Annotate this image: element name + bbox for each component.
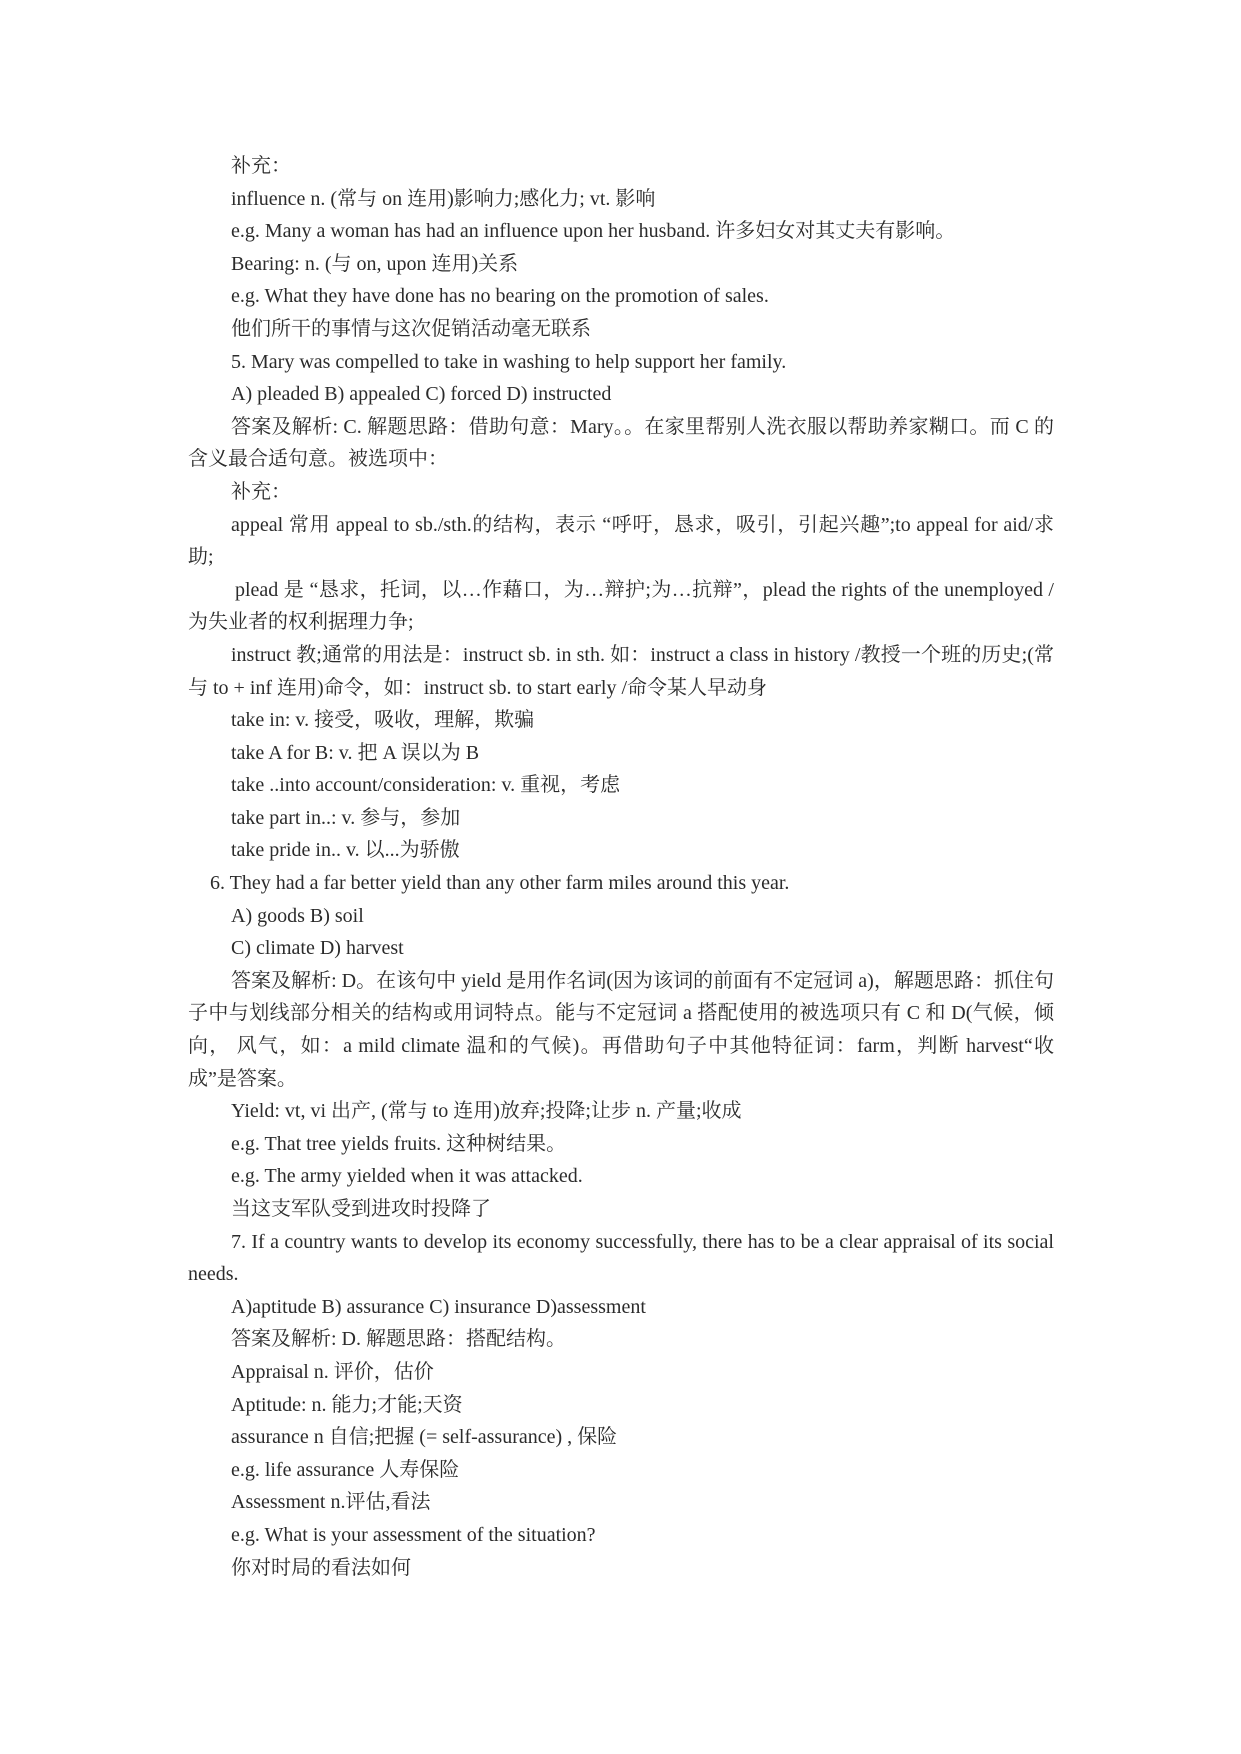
question-stem: 5. Mary was compelled to take in washing to help support her family. <box>231 350 787 373</box>
answer-explanation: 答案及解析: D。在该句中 yield 是用作名词(因为该词的前面有不定冠词 a)，解题思路：抓住句子中与划线部分相关的结构或用词特点。能与不定冠词 a 搭配使用的被选项只有 C 和 D(气候，倾向， 风气，如：a mild climate 温和的气候)。再借助句子中其他特征词：farm，判断 harvest“收成”是答案。 <box>188 969 1054 1090</box>
question-options: A) pleaded B) appealed C) forced D) instructed <box>231 383 612 406</box>
section-label: 补充： <box>231 155 291 177</box>
vocab-entry: Aptitude: n. 能力;才能;天资 <box>231 1393 463 1416</box>
vocab-entry: assurance n 自信;把握 (= self-assurance) , 保险 <box>231 1426 618 1449</box>
phrase-entry: take in: v. 接受，吸收，理解，欺骗 <box>231 709 535 732</box>
example-sentence: e.g. Many a woman has had an influence upon her husband. 许多妇女对其丈夫有影响。 <box>231 220 956 243</box>
vocab-entry: Bearing: n. (与 on, upon 连用)关系 <box>231 252 519 275</box>
phrase-entry: take part in..: v. 参与，参加 <box>231 806 461 829</box>
phrase-entry: take ..into account/consideration: v. 重视，考虑 <box>231 774 621 797</box>
phrase-entry: take A for B: v. 把 A 误以为 B <box>231 741 480 764</box>
vocab-entry: influence n. (常与 on 连用)影响力;感化力; vt. 影响 <box>231 187 656 210</box>
question-stem: 7. If a country wants to develop its economy successfully, there has to be a clear appraisal of its social needs. <box>188 1230 1054 1286</box>
example-sentence: e.g. That tree yields fruits. 这种树结果。 <box>231 1132 567 1155</box>
example-sentence: e.g. life assurance 人寿保险 <box>231 1458 460 1481</box>
example-sentence: e.g. What is your assessment of the situation? <box>231 1523 596 1546</box>
example-translation: 他们所干的事情与这次促销活动毫无联系 <box>231 317 591 340</box>
vocab-entry: Assessment n.评估,看法 <box>231 1491 431 1514</box>
phrase-entry: take pride in.. v. 以...为骄傲 <box>231 839 460 862</box>
example-sentence: e.g. The army yielded when it was attacked. <box>231 1165 583 1188</box>
question-stem: 6. They had a far better yield than any other farm miles around this year. <box>210 872 790 895</box>
answer-explanation: 答案及解析: D. 解题思路：搭配结构。 <box>231 1328 566 1351</box>
question-options: A)aptitude B) assurance C) insurance D)assessment <box>231 1295 646 1318</box>
document-body <box>188 150 1054 1584</box>
question-options: A) goods B) soil <box>231 904 364 927</box>
vocab-note: appeal 常用 appeal to sb./sth.的结构，表示 “呼吁，恳求，吸引，引起兴趣”;to appeal for aid/求助; <box>188 513 1054 569</box>
question-options: C) climate D) harvest <box>231 937 404 960</box>
vocab-note: instruct 教;通常的用法是：instruct sb. in sth. 如：instruct a class in history /教授一个班的历史;(常与 to + inf 连用)命令，如：instruct sb. to start early /命令某人早动身 <box>188 643 1054 699</box>
example-translation: 当这支军队受到进攻时投降了 <box>231 1198 491 1220</box>
answer-explanation: 答案及解析: C. 解题思路：借助句意：Mary。。在家里帮别人洗衣服以帮助养家糊口。而 C 的含义最合适句意。被选项中： <box>188 415 1054 471</box>
vocab-note: plead 是 “恳求，托词，以…作藉口，为…辩护;为…抗辩”，plead the rights of the unemployed /为失业者的权利据理力争; <box>188 578 1054 634</box>
vocab-entry: Appraisal n. 评价，估价 <box>231 1360 434 1383</box>
example-sentence: e.g. What they have done has no bearing on the promotion of sales. <box>231 285 769 308</box>
vocab-entry: Yield: vt, vi 出产, (常与 to 连用)放弃;投降;让步 n. 产量;收成 <box>231 1100 742 1123</box>
section-label: 补充： <box>231 480 291 503</box>
example-translation: 你对时局的看法如何 <box>231 1556 411 1579</box>
